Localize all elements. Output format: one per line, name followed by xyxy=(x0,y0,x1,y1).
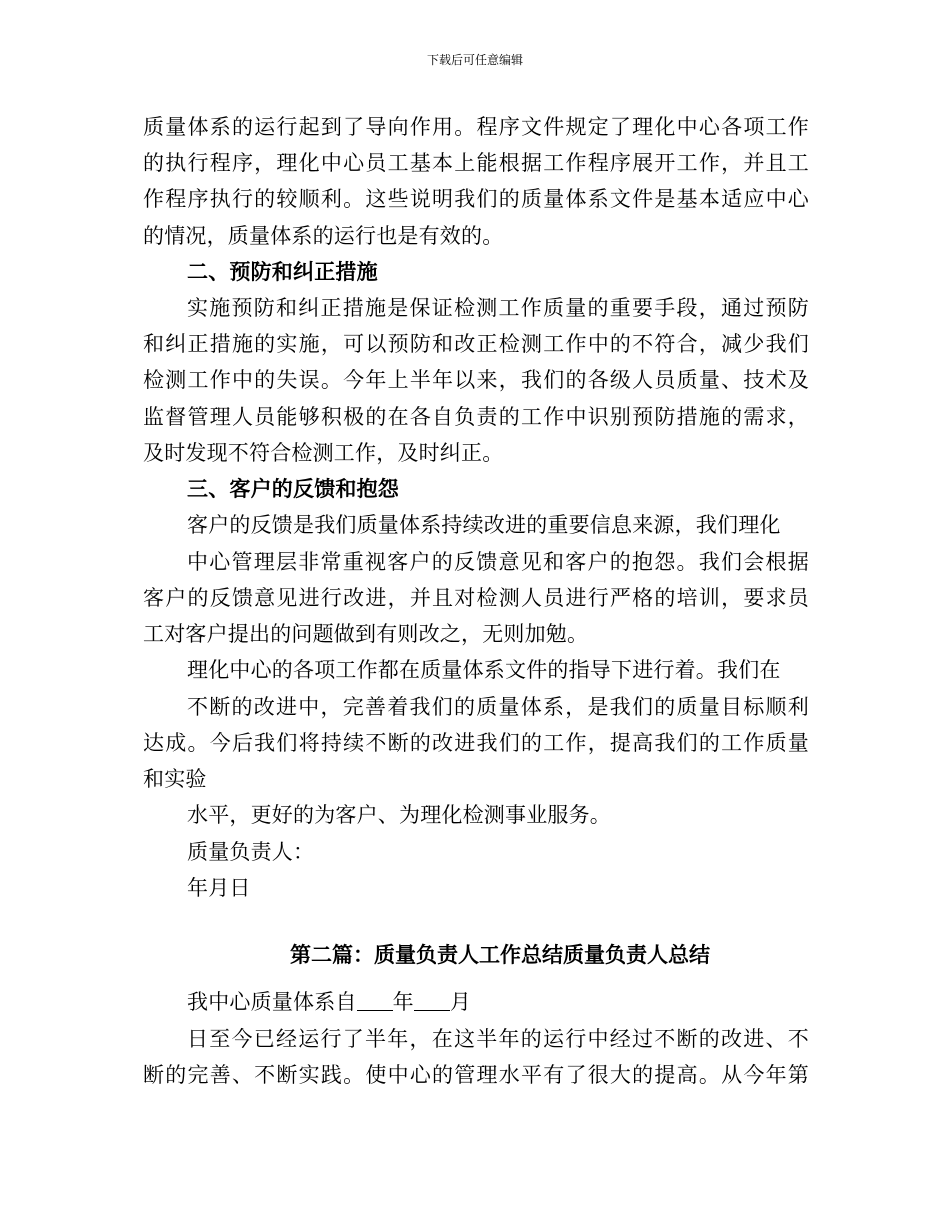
paragraph-line: 实施预防和纠正措施是保证检测工作质量的重要手段，通过预防 xyxy=(187,296,809,320)
paragraph-line: 和纠正措施的实施，可以预防和改正检测工作中的不符合，减少我们 xyxy=(143,332,809,356)
paragraph-line: 和实验 xyxy=(143,767,207,791)
paragraph-line: 检测工作中的失误。今年上半年以来，我们的各级人员质量、技术及 xyxy=(143,368,809,392)
paragraph-line xyxy=(187,985,471,1019)
paragraph-line: 中心管理层非常重视客户的反馈意见和客户的抱怨。我们会根据 xyxy=(187,550,809,574)
paragraph-line: 的执行程序，理化中心员工基本上能根据工作程序展开工作，并且工 xyxy=(143,151,809,175)
blank-underline xyxy=(357,989,393,1011)
paragraph-line: 工对客户提出的问题做到有则改之，无则加勉。 xyxy=(143,622,589,646)
paragraph-line: 不断的改进中，完善着我们的质量体系，是我们的质量目标顺利 xyxy=(187,695,809,719)
paragraph-line: 日至今已经运行了半年，在这半年的运行中经过不断的改进、不 xyxy=(187,1027,809,1051)
paragraph-line: 客户的反馈意见进行改进，并且对检测人员进行严格的培训，要求员 xyxy=(143,586,809,610)
text-fragment: 月 xyxy=(449,990,472,1014)
paragraph-line: 断的完善、不断实践。使中心的管理水平有了很大的提高。从今年第 xyxy=(143,1063,809,1087)
paragraph-line: 质量体系的运行起到了导向作用。程序文件规定了理化中心各项工作 xyxy=(143,115,809,139)
page-header-note: 下载后可任意编辑 xyxy=(426,53,523,67)
paragraph-line: 监督管理人员能够积极的在各自负责的工作中识别预防措施的需求， xyxy=(143,405,809,429)
section-title: 第二篇：质量负责人工作总结质量负责人总结 xyxy=(290,942,710,967)
section-heading: 三、客户的反馈和抱怨 xyxy=(187,476,399,501)
paragraph-line: 理化中心的各项工作都在质量体系文件的指导下进行着。我们在 xyxy=(187,658,781,682)
section-heading: 二、预防和纠正措施 xyxy=(187,259,378,284)
paragraph-line: 水平，更好的为客户、为理化检测事业服务。 xyxy=(187,803,611,827)
blank-underline xyxy=(414,989,450,1011)
paragraph-line: 及时发现不符合检测工作，及时纠正。 xyxy=(143,441,504,465)
paragraph-line: 的情况，质量体系的运行也是有效的。 xyxy=(143,224,504,248)
paragraph-line: 客户的反馈是我们质量体系持续改进的重要信息来源，我们理化 xyxy=(187,513,781,537)
text-fragment: 年 xyxy=(392,990,414,1014)
paragraph-line: 达成。今后我们将持续不断的改进我们的工作，提高我们的工作质量 xyxy=(143,731,809,755)
date-line: 年月日 xyxy=(187,876,251,900)
paragraph-line: 作程序执行的较顺利。这些说明我们的质量体系文件是基本适应中心 xyxy=(143,187,809,211)
text-fragment: 我中心质量体系自 xyxy=(187,990,357,1014)
signature-label: 质量负责人： xyxy=(187,840,315,864)
